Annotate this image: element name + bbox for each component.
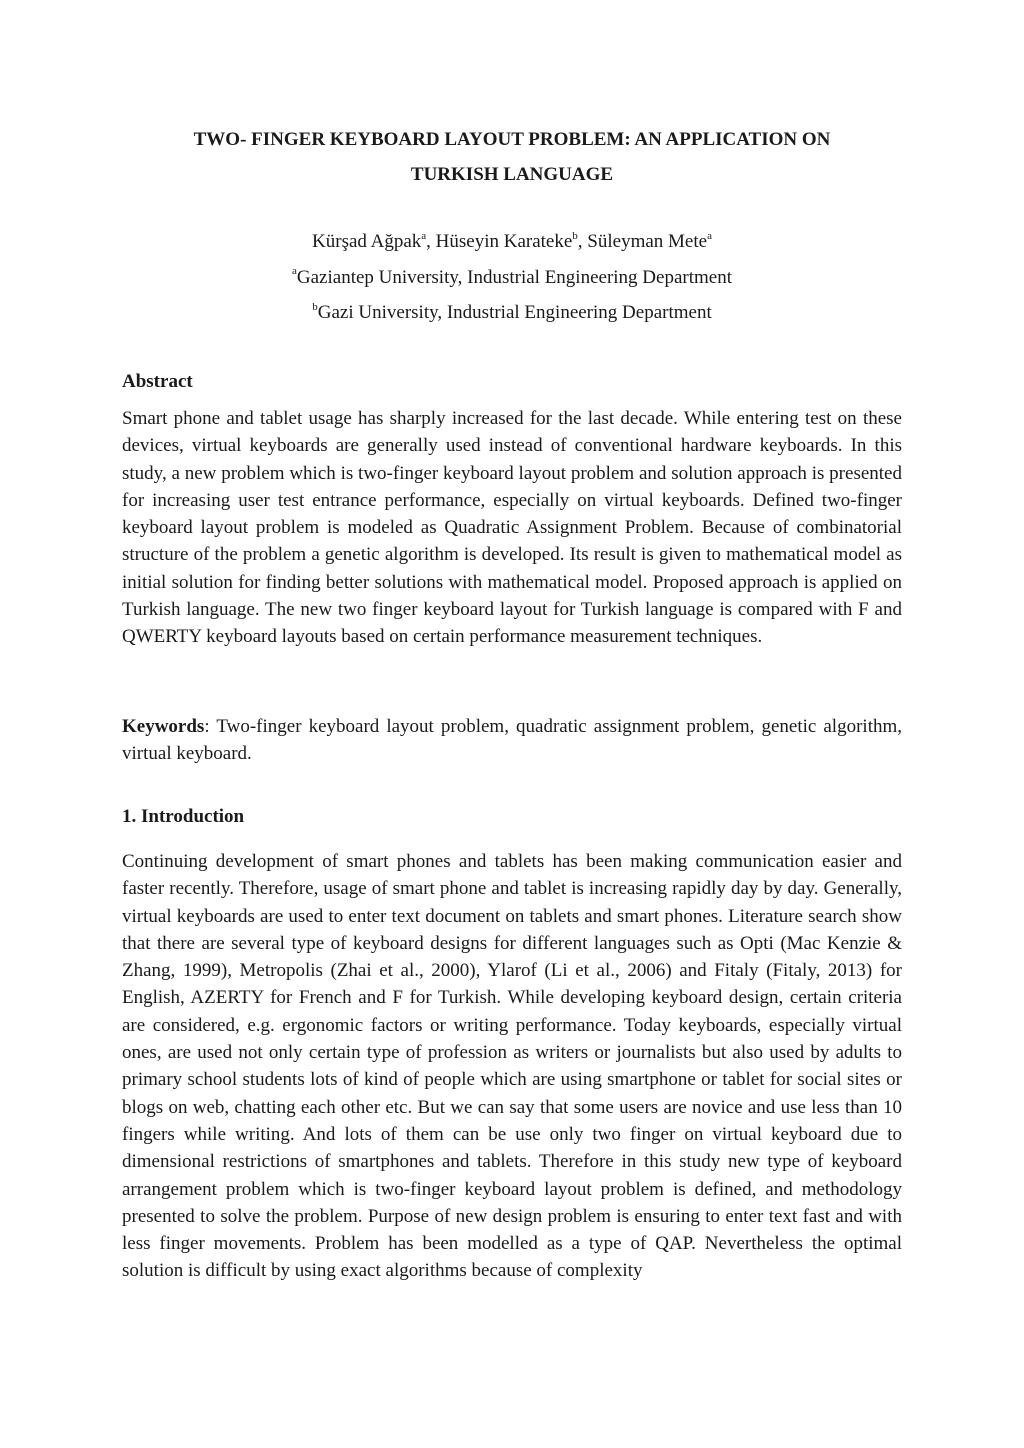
author-block <box>122 224 902 331</box>
introduction-heading: 1. Introduction <box>122 806 245 827</box>
author-affiliation-mark: b <box>572 229 578 242</box>
affiliation-mark: a <box>292 265 297 278</box>
affiliation-mark: b <box>312 300 318 313</box>
affiliation-text: Gazi University, Industrial Engineering Department <box>317 302 712 323</box>
author-list <box>122 224 902 260</box>
introduction-paragraph: Continuing development of smart phones and tablets has been making communication easier and faster recently. Therefore, usage of smart phone and tablet is increasing rapidly day by day. Generally, virtual keyboards are used to enter text document on tablets and smart phones. Literature search show that there are several type of keyboard designs for different languages such as Opti (Mac Kenzie & Zhang, 1999), Metropolis (Zhai et al., 2000), Ylarof (Li et al., 2006) and Fitaly (Fitaly, 2013) for English, AZERTY for French and F for Turkish. While developing keyboard design, certain criteria are considered, e.g. ergonomic factors or writing performance. Today keyboards, especially virtual ones, are used not only certain type of profession as writers or journalists but also used by adults to primary school students lots of kind of people which are using smartphone or tablet for social sites or blogs on web, chatting each other etc. But we can say that some users are novice and use less than 10 fingers while writing. And lots of them can be use only two finger on virtual keyboard due to dimensional restrictions of smartphones and tablets. Therefore in this study new type of keyboard arrangement problem which is two-finger keyboard layout problem is defined, and methodology presented to solve the problem. Purpose of new design problem is ensuring to enter text fast and with less finger movements. Problem has been modelled as a type of QAP. Nevertheless the optimal solution is difficult by using exact algorithms because of complexity <box>122 851 902 1282</box>
author-name: Süleyman Mete <box>587 231 708 252</box>
author-separator: , <box>577 231 588 252</box>
keywords-label: Keywords <box>122 716 205 737</box>
author-separator: , <box>426 231 436 252</box>
author-name: Kürşad Ağpak <box>312 231 422 252</box>
abstract-paragraph: Smart phone and tablet usage has sharply increased for the last decade. While entering test on these devices, virtual keyboards are generally used instead of conventional hardware keyboards. In this study, a new problem which is two-finger keyboard layout problem and solution approach is presented for increasing user test entrance performance, especially on virtual keyboards. Defined two-finger keyboard layout problem is modeled as Quadratic Assignment Problem. Because of combinatorial structure of the problem a genetic algorithm is developed. Its result is given to mathematical model as initial solution for finding better solutions with mathematical model. Proposed approach is applied on Turkish language. The new two finger keyboard layout for Turkish language is compared with F and QWERTY keyboard layouts based on certain performance measurement techniques. <box>122 408 902 648</box>
title-line-1: TWO- FINGER KEYBOARD LAYOUT PROBLEM: AN APPLICATION ON <box>193 129 831 150</box>
affiliation-text: Gaziantep University, Industrial Engineering Department <box>296 266 732 288</box>
abstract-heading: Abstract <box>122 371 193 392</box>
title-line-2: TURKISH LANGUAGE <box>410 164 614 185</box>
keywords-text: : Two-finger keyboard layout problem, quadratic assignment problem, genetic algorithm, virtual keyboard. <box>122 716 902 765</box>
keywords-paragraph <box>122 713 902 768</box>
author-name: Hüseyin Karateke <box>435 231 573 252</box>
affiliation-b <box>122 295 902 331</box>
affiliation-a <box>122 260 902 296</box>
paper-title <box>122 122 902 192</box>
author-affiliation-mark: a <box>421 229 427 242</box>
author-affiliation-mark: a <box>707 229 712 242</box>
